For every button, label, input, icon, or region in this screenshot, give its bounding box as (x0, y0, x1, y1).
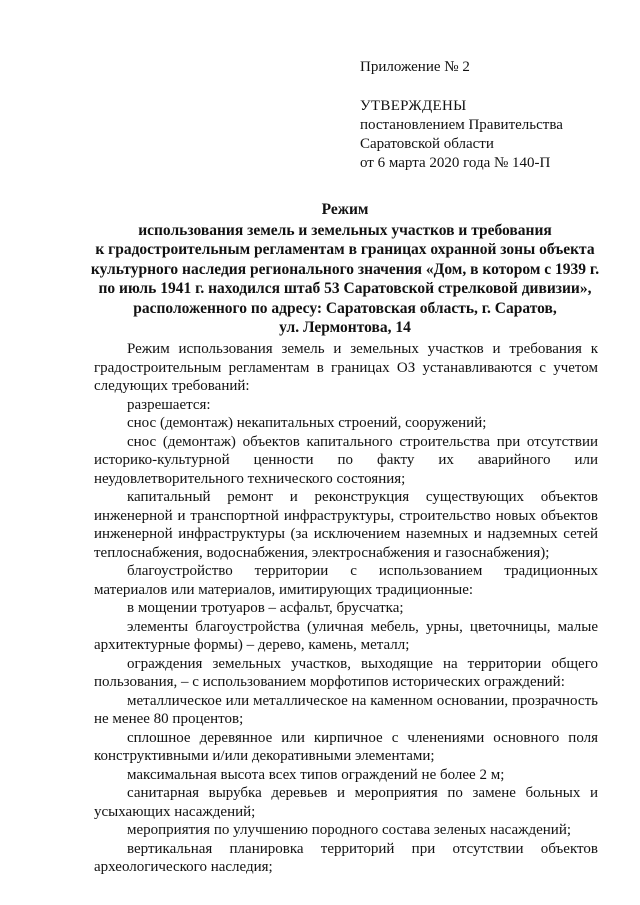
annex-number: Приложение № 2 (360, 59, 470, 75)
heading-line: расположенного по адресу: Саратовская область, г. Саратов, (133, 299, 557, 317)
heading-line: использования земель и земельных участков и требования (138, 221, 552, 239)
body-paragraph: максимальная высота всех типов ограждений не более 2 м; (127, 766, 505, 783)
body-paragraph: снос (демонтаж) объектов капитального строительства при отсутствии историко-культурной ценности по факту их аварийного или неудовлетворительного технического состояния; (94, 433, 598, 487)
approved-label: УТВЕРЖДЕНЫ (360, 98, 467, 114)
approval-line-3: от 6 марта 2020 года № 140-П (360, 155, 551, 171)
body-paragraph: элементы благоустройства (уличная мебель, урны, цветочницы, малые архитектурные формы) – дерево, камень, металл; (94, 618, 598, 653)
body-paragraph: сплошное деревянное или кирпичное с членениями основного поля конструктивными и/или декоративными элементами; (94, 729, 598, 764)
body-paragraph: в мощении тротуаров – асфальт, брусчатка; (127, 600, 404, 616)
heading-line: по июль 1941 г. находился штаб 53 Саратовской стрелковой дивизии», (98, 280, 592, 297)
approval-line-2: Саратовской области (360, 136, 494, 152)
body-paragraph: капитальный ремонт и реконструкция существующих объектов инженерной и транспортной инфраструктуры, строительство новых объектов инженерной инфраструктуры (за исключением наземных и надземных сетей теплоснабжения, водоснабжения, электроснабжения и газоснабжения); (94, 489, 598, 561)
heading-line: ул. Лермонтова, 14 (279, 319, 411, 336)
body-paragraph: разрешается: (127, 396, 211, 413)
body-paragraph: металлическое или металлическое на каменном основании, прозрачность не менее 80 процентов; (94, 692, 598, 727)
heading-title: Режим (321, 201, 369, 218)
document-body (94, 340, 598, 877)
body-paragraph: вертикальная планировка территорий при отсутствии объектов археологического наследия; (94, 840, 598, 875)
body-paragraph: ограждения земельных участков, выходящие на территории общего пользования, – с использованием морфотипов исторических ограждений: (94, 655, 598, 690)
body-paragraph: благоустройство территории с использованием традиционных материалов или материалов, имитирующих традиционные: (94, 563, 598, 598)
approval-line-1: постановлением Правительства (360, 117, 563, 133)
heading-line: к градостроительным регламентам в границах охранной зоны объекта (95, 241, 595, 258)
heading-line: культурного наследия регионального значения «Дом, в котором с 1939 г. (90, 260, 600, 278)
approval-block (360, 58, 563, 173)
body-paragraph: Режим использования земель и земельных участков и требования к градостроительным регламентам в границах ОЗ устанавливаются с учетом следующих требований: (94, 341, 598, 394)
body-paragraph: санитарная вырубка деревьев и мероприятия по замене больных и усыхающих насаждений; (94, 785, 598, 820)
document-heading (80, 200, 610, 338)
body-paragraph: снос (демонтаж) некапитальных строений, сооружений; (127, 415, 487, 431)
body-paragraph: мероприятия по улучшению породного состава зеленых насаждений; (127, 822, 572, 838)
